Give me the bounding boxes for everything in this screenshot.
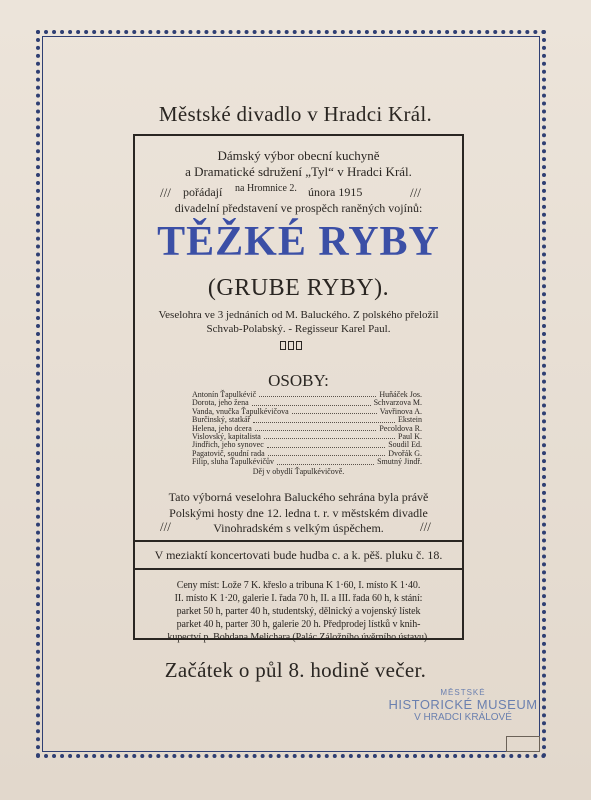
intro-line-1: Dámský výbor obecní kuchyně <box>217 148 380 163</box>
prices-line-3: parket 50 h, parter 40 h, studentský, dělnický a vojenský lístek <box>176 606 421 617</box>
prices-line-5: kupectví p. Bohdana Melichara (Palác Záložního úvěrního ústavu). <box>167 632 430 643</box>
cast-actor: Dvořák G. <box>388 448 422 458</box>
intro-line-2: a Dramatické sdružení „Tyl“ v Hradci Král. <box>185 164 412 179</box>
prices-line-4: parket 40 h, parter 30 h, galerie 20 h. Předprodej lístků v knih- <box>176 619 421 630</box>
prices-line-1: Ceny míst: Lože 7 K. křeslo a tribuna K 1·60, I. místo K 1·40. <box>176 580 421 591</box>
cast-role: Vislovský, kapitalista <box>192 432 261 442</box>
cast-actor: Ekstein <box>398 415 422 425</box>
stamp-line-1: MĚSTSKÉ <box>440 688 486 697</box>
cast-role: Helena, jeho dcera <box>192 423 252 433</box>
slash-mark-left: /// <box>160 519 171 534</box>
divider <box>135 568 462 570</box>
slash-mark-right: /// <box>420 519 431 534</box>
cast-role: Pagatovič, soudní rada <box>192 448 265 458</box>
cast-role: Antonín Ťapulkévič <box>192 390 257 399</box>
archive-label <box>506 736 540 752</box>
divider <box>135 540 462 542</box>
cast-actor: Smutný Jindř. <box>377 457 422 467</box>
cast-row <box>192 458 422 466</box>
cast-role: Vanda, vnučka Ťapulkévičova <box>192 406 289 416</box>
cast-list <box>192 391 422 467</box>
cast-actor: Huňáček Jos. <box>379 390 422 399</box>
note-line-3: Vinohradském s velkým úspěchem. <box>213 521 384 535</box>
cast-actor: Vavřinova A. <box>379 406 422 416</box>
theatre-name: Městské divadlo v Hradci Král. <box>158 102 433 126</box>
music-info: V meziaktí koncertovati bude hudba c. a k. pěš. pluku č. 18. <box>154 548 443 562</box>
intro-line-4: divadelní představení ve prospěch raněných vojínů: <box>174 201 423 215</box>
stamp-line-2: HISTORICKÉ MUSEUM <box>388 697 538 712</box>
prices-line-2: II. místo K 1·20, galerie I. řada 70 h, II. a III. řada 60 h, k stání: <box>174 593 423 604</box>
museum-stamp <box>388 688 538 740</box>
play-title: TĚŽKÉ RYBY <box>157 219 440 265</box>
cast-heading: OSOBY: <box>268 371 329 390</box>
cast-actor: Schvarzova M. <box>373 398 422 408</box>
intro-organize: pořádají <box>183 185 223 199</box>
cast-actor: Pecoldova R. <box>379 423 422 433</box>
stamp-line-3: V HRADCI KRÁLOVÉ <box>414 712 512 723</box>
cast-role: Jindřich, jeho synovec <box>192 440 264 450</box>
play-description-2: Schvab-Polabský. - Regisseur Karel Paul. <box>206 323 391 335</box>
note-line-1: Tato výborná veselohra Baluckého sehrána byla právě <box>168 490 429 504</box>
intro-date-month: února 1915 <box>308 185 363 199</box>
cast-setting: Děj v obydlí Ťapulkévičově. <box>252 467 345 476</box>
slash-mark-right: /// <box>410 185 421 200</box>
cast-role: Burčinský, statkář <box>192 415 251 425</box>
ornament <box>280 341 302 350</box>
cast-role: Filip, sluha Ťapulkévičův <box>192 457 274 467</box>
cast-actor: Soudil Ed. <box>388 440 422 450</box>
slash-mark-left: /// <box>160 185 171 200</box>
play-description-1: Veselohra ve 3 jednáních od M. Baluckého. Z polského přeložil <box>158 309 439 321</box>
start-time: Začátek o půl 8. hodině večer. <box>164 658 427 682</box>
intro-date-day: na Hromnice 2. <box>235 183 297 194</box>
note-line-2: Polskými hosty dne 12. ledna t. r. v městském divadle <box>169 506 428 520</box>
cast-role: Dorota, jeho žena <box>192 398 249 408</box>
cast-actor: Paul K. <box>398 432 422 442</box>
play-subtitle: (GRUBE RYBY). <box>207 275 390 301</box>
